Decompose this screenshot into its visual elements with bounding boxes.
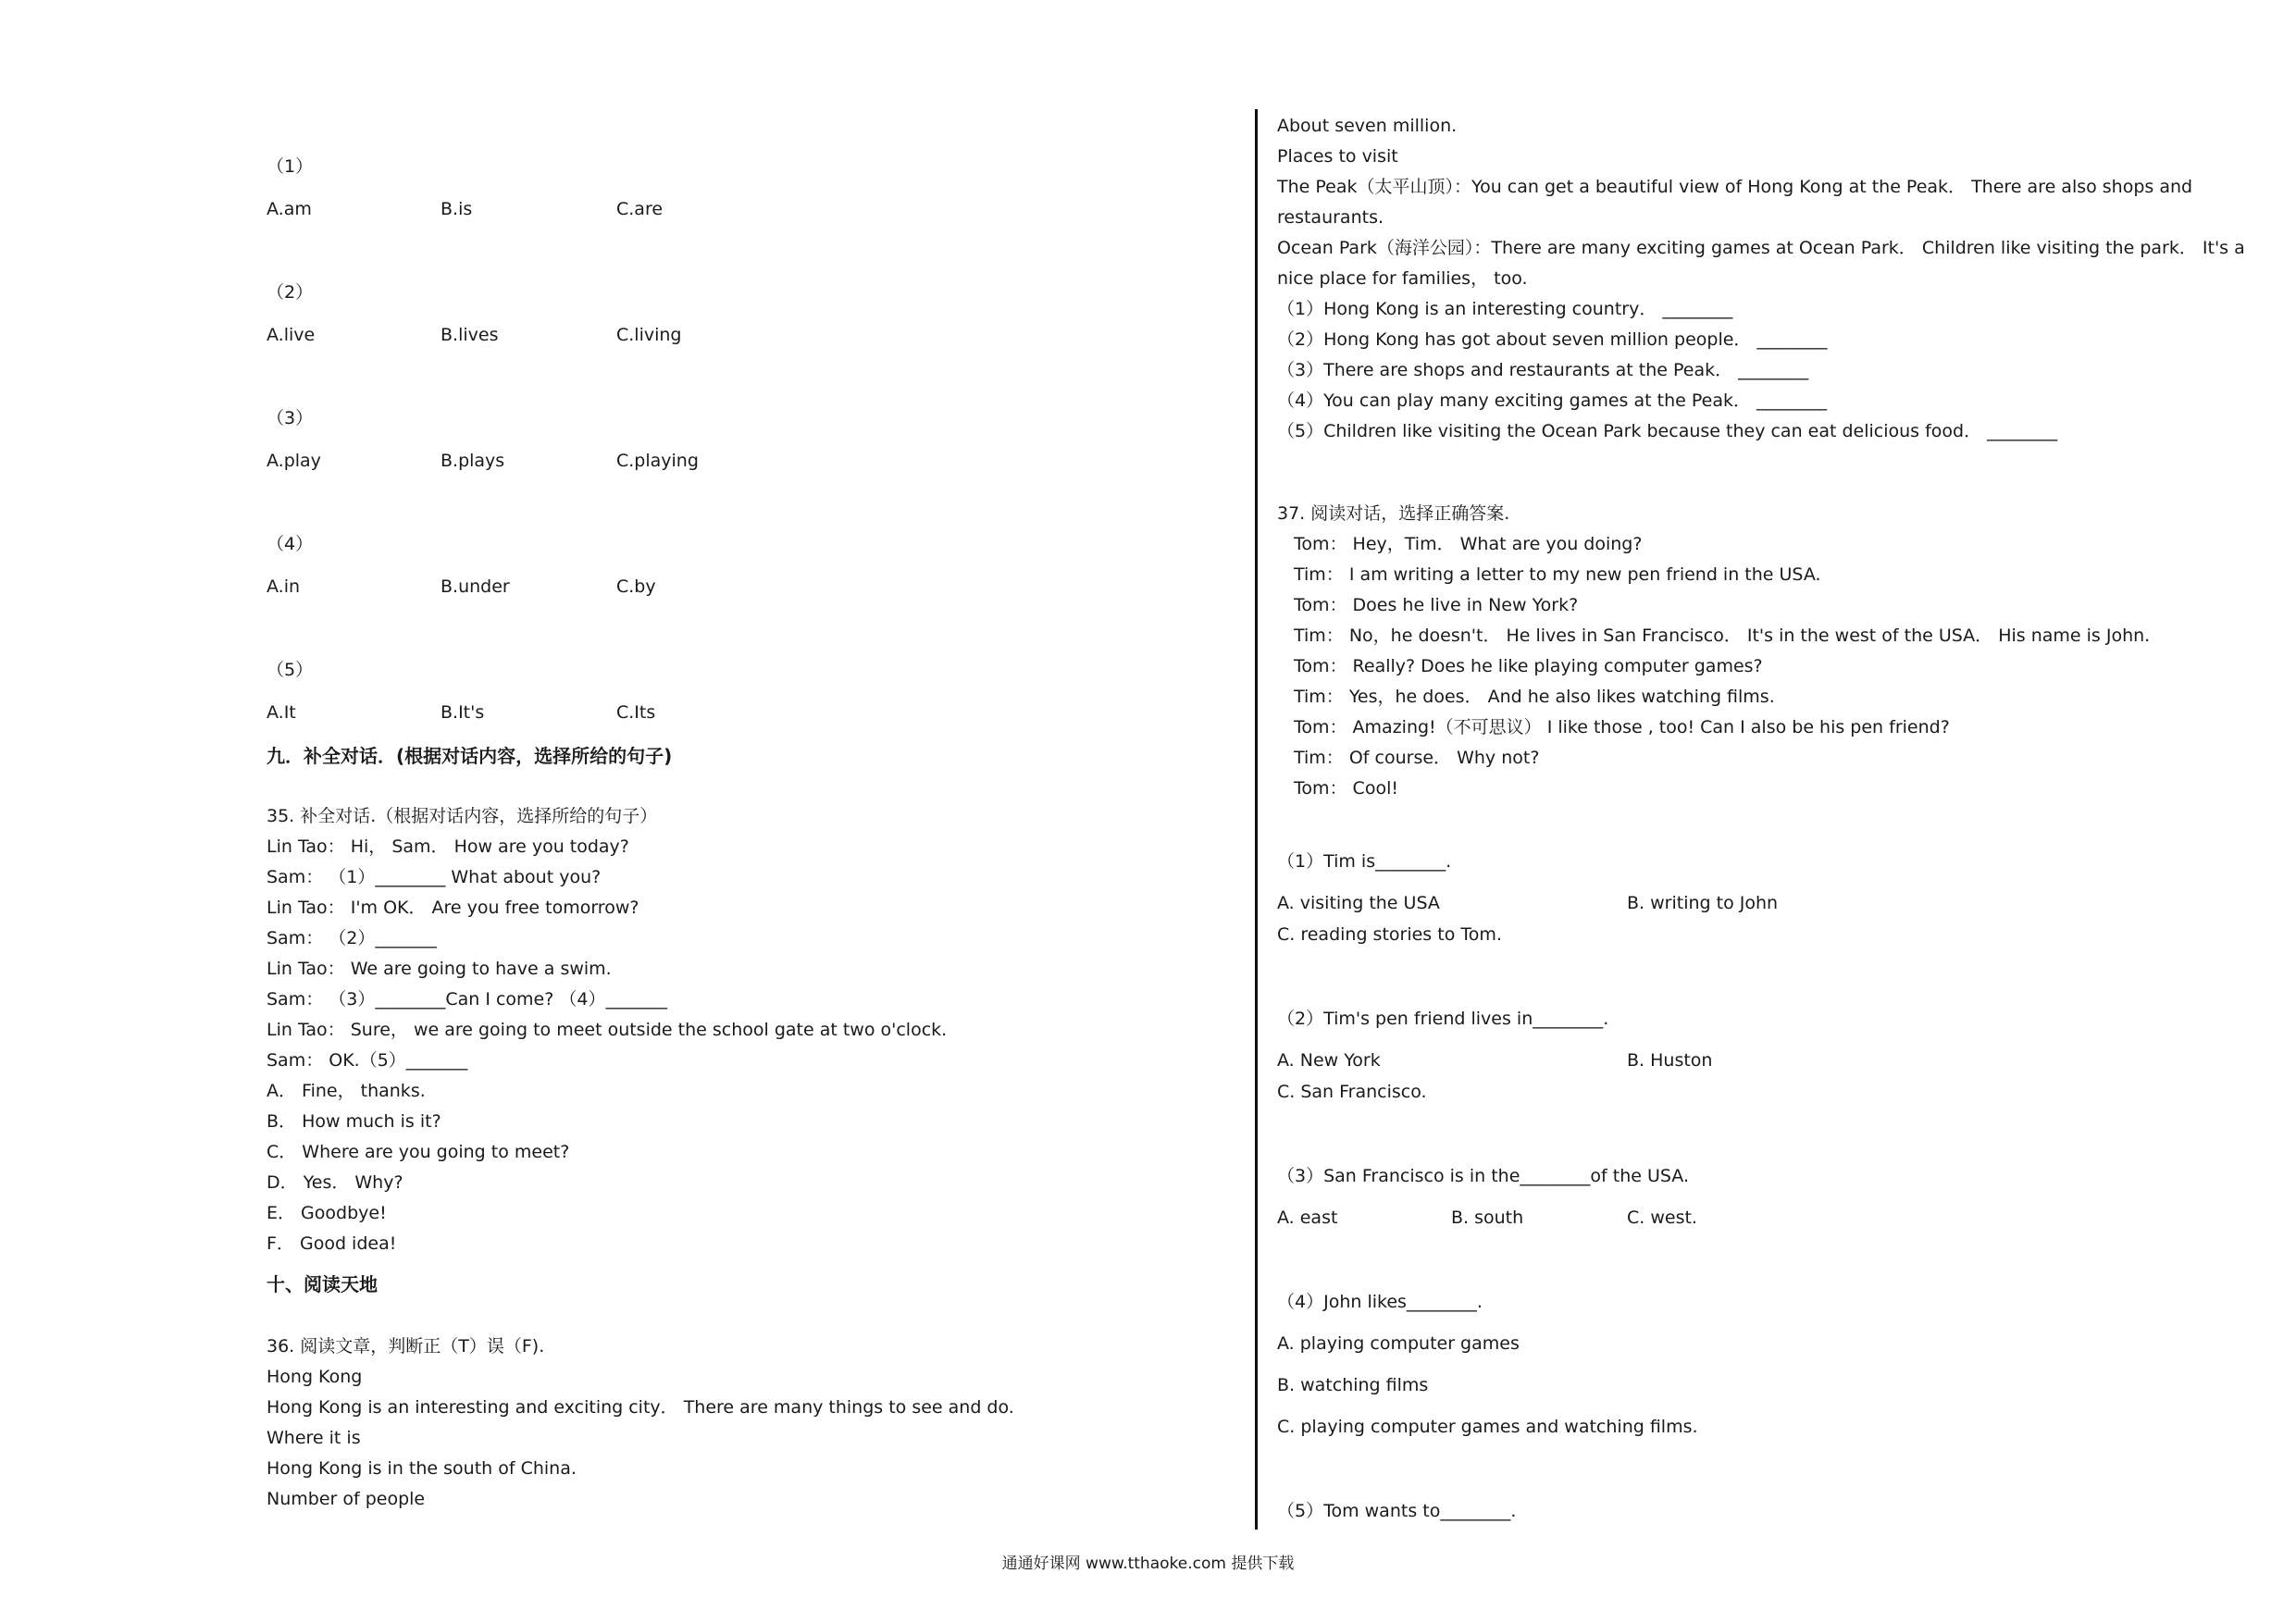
q37-q2-option-a: A. New York bbox=[1277, 1050, 1381, 1071]
choice-2-option-b: B.lives bbox=[441, 325, 499, 345]
q37-dialogue-1: Tom： Hey，Tim． What are you doing? bbox=[1294, 534, 1643, 554]
q37-q2-option-b: B. Huston bbox=[1627, 1050, 1713, 1071]
q37-dialogue-9: Tom： Cool! bbox=[1294, 778, 1398, 799]
q37-question-1: （1）Tim is________. bbox=[1277, 851, 1452, 872]
q35-line-7: Lin Tao： Sure， we are going to meet outside the school gate at two o'clock. bbox=[267, 1020, 948, 1040]
choice-set-1-number: （1） bbox=[267, 156, 314, 177]
q36-cont-line-1: About seven million. bbox=[1277, 116, 1458, 136]
q37-q3-option-a: A. east bbox=[1277, 1208, 1338, 1228]
section-9-heading: 九．补全对话．(根据对话内容，选择所给的句子) bbox=[267, 745, 673, 767]
q37-q1-option-b: B. writing to John bbox=[1627, 893, 1779, 913]
q36-statement-2: （2）Hong Kong has got about seven million people． ________ bbox=[1277, 329, 1828, 350]
q35-line-5: Lin Tao： We are going to have a swim. bbox=[267, 959, 612, 979]
q36-statement-1: （1）Hong Kong is an interesting country． ________ bbox=[1277, 299, 1733, 319]
q36-line-2: Hong Kong is an interesting and exciting city． There are many things to see and do. bbox=[267, 1397, 1014, 1418]
q35-line-4: Sam： （2）_______ bbox=[267, 928, 437, 948]
q35-line-6: Sam： （3）________Can I come? （4）_______ bbox=[267, 989, 667, 1010]
q37-dialogue-4: Tim： No，he doesn't． He lives in San Francisco． It's in the west of the USA． His name is John. bbox=[1294, 626, 2151, 646]
choice-1-option-c: C.are bbox=[616, 199, 664, 219]
q36-line-1: Hong Kong bbox=[267, 1367, 363, 1387]
choice-5-option-a: A.It bbox=[267, 702, 296, 723]
choice-set-3-number: （3） bbox=[267, 408, 314, 428]
q35-option-a: A． Fine， thanks. bbox=[267, 1081, 426, 1101]
q37-q1-option-a: A. visiting the USA bbox=[1277, 893, 1440, 913]
q35-line-3: Lin Tao： I'm OK． Are you free tomorrow? bbox=[267, 898, 639, 918]
q37-question-3: （3）San Francisco is in the________of the USA. bbox=[1277, 1166, 1690, 1186]
page-footer: 通通好课网 www.tthaoke.com 提供下载 bbox=[1001, 1555, 1295, 1573]
q36-cont-line-6: nice place for families， too. bbox=[1277, 268, 1528, 289]
choice-4-option-b: B.under bbox=[441, 576, 510, 597]
q36-statement-5: （5）Children like visiting the Ocean Park because they can eat delicious food． ________ bbox=[1277, 421, 2058, 441]
choice-1-option-b: B.is bbox=[441, 199, 473, 219]
q36-cont-line-5: Ocean Park（海洋公园）：There are many exciting games at Ocean Park． Children like visiting the park． It's a bbox=[1277, 238, 2245, 258]
choice-set-2-number: （2） bbox=[267, 282, 314, 303]
q37-dialogue-5: Tom： Really? Does he like playing computer games? bbox=[1294, 656, 1763, 676]
q36-line-4: Hong Kong is in the south of China. bbox=[267, 1458, 577, 1479]
q35-title: 35. 补全对话.（根据对话内容，选择所给的句子） bbox=[267, 806, 658, 826]
q37-question-5: （5）Tom wants to________. bbox=[1277, 1501, 1517, 1521]
q36-statement-4: （4）You can play many exciting games at the Peak． ________ bbox=[1277, 390, 1828, 411]
q36-line-3: Where it is bbox=[267, 1428, 361, 1448]
q36-cont-line-3: The Peak（太平山顶）：You can get a beautiful view of Hong Kong at the Peak． There are also shops and bbox=[1277, 177, 2193, 197]
q36-statement-3: （3）There are shops and restaurants at the Peak． ________ bbox=[1277, 360, 1809, 380]
section-10-heading: 十、阅读天地 bbox=[267, 1273, 378, 1295]
q35-option-e: E． Goodbye! bbox=[267, 1203, 387, 1223]
q37-question-4: （4）John likes________. bbox=[1277, 1292, 1483, 1312]
q37-q4-option-a: A. playing computer games bbox=[1277, 1333, 1520, 1354]
choice-3-option-b: B.plays bbox=[441, 451, 505, 471]
choice-4-option-a: A.in bbox=[267, 576, 301, 597]
q37-q4-option-b: B. watching films bbox=[1277, 1375, 1429, 1395]
choice-set-5-number: （5） bbox=[267, 660, 314, 680]
column-divider bbox=[1255, 109, 1258, 1530]
q35-option-c: C． Where are you going to meet? bbox=[267, 1142, 570, 1162]
q37-q3-option-b: B. south bbox=[1451, 1208, 1524, 1228]
choice-3-option-c: C.playing bbox=[616, 451, 699, 471]
q37-dialogue-8: Tim： Of course． Why not? bbox=[1294, 748, 1540, 768]
q37-dialogue-7: Tom： Amazing!（不可思议） I like those , too! Can I also be his pen friend? bbox=[1294, 717, 1950, 737]
q35-line-2: Sam： （1）________ What about you? bbox=[267, 867, 602, 887]
choice-5-option-b: B.It's bbox=[441, 702, 485, 723]
q37-dialogue-6: Tim： Yes，he does． And he also likes watching films. bbox=[1294, 687, 1775, 707]
q35-option-b: B． How much is it? bbox=[267, 1111, 441, 1132]
q37-q1-option-c: C. reading stories to Tom. bbox=[1277, 924, 1502, 945]
q37-dialogue-2: Tim： I am writing a letter to my new pen friend in the USA. bbox=[1294, 564, 1821, 585]
choice-2-option-c: C.living bbox=[616, 325, 682, 345]
q35-line-1: Lin Tao： Hi， Sam． How are you today? bbox=[267, 836, 629, 857]
choice-4-option-c: C.by bbox=[616, 576, 656, 597]
q37-title: 37. 阅读对话，选择正确答案. bbox=[1277, 503, 1510, 524]
q36-cont-line-2: Places to visit bbox=[1277, 146, 1398, 167]
q35-option-d: D． Yes． Why? bbox=[267, 1172, 403, 1193]
choice-1-option-a: A.am bbox=[267, 199, 312, 219]
choice-5-option-c: C.Its bbox=[616, 702, 656, 723]
q36-cont-line-4: restaurants. bbox=[1277, 207, 1384, 228]
q35-line-8: Sam： OK.（5）_______ bbox=[267, 1050, 468, 1071]
q36-title: 36. 阅读文章，判断正（T）误（F). bbox=[267, 1336, 545, 1357]
q37-dialogue-3: Tom： Does he live in New York? bbox=[1294, 595, 1579, 615]
q36-line-5: Number of people bbox=[267, 1489, 426, 1509]
q37-q4-option-c: C. playing computer games and watching films. bbox=[1277, 1417, 1698, 1437]
choice-set-4-number: （4） bbox=[267, 534, 314, 554]
choice-3-option-a: A.play bbox=[267, 451, 321, 471]
q37-q2-option-c: C. San Francisco. bbox=[1277, 1082, 1427, 1102]
q35-option-f: F． Good idea! bbox=[267, 1233, 397, 1254]
q37-q3-option-c: C. west. bbox=[1627, 1208, 1697, 1228]
q37-question-2: （2）Tim's pen friend lives in________. bbox=[1277, 1009, 1609, 1029]
choice-2-option-a: A.live bbox=[267, 325, 316, 345]
